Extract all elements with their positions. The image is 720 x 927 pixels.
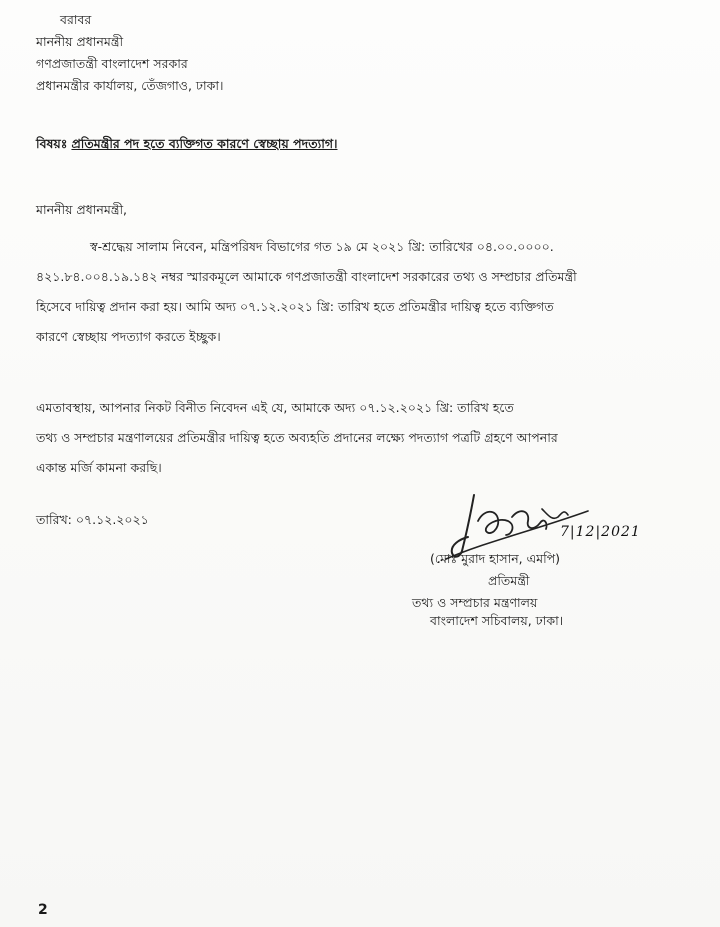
subject-label: বিষয়ঃ <box>36 136 68 151</box>
paragraph-1-line: ৪২১.৮৪.০০৪.১৯.১৪২ নম্বর স্মারকমূলে আমাকে গণপ্রজাতন্ত্রী বাংলাদেশ সরকারের তথ্য ও সম্প্রচার প্রতিমন্ত্রী <box>36 269 577 284</box>
subject-line <box>36 136 338 151</box>
body-paragraph-2 <box>36 393 676 483</box>
signature-date: 7|12|2021 <box>560 524 641 540</box>
page-number: 2 <box>38 902 48 918</box>
body-paragraph-1 <box>36 232 676 352</box>
paragraph-2-line: তথ্য ও সম্প্রচার মন্ত্রণালয়ের প্রতিমন্ত্রীর দায়িত্ব হতে অব্যহতি প্রদানের লক্ষ্যে পদত্যাগ পত্রটি গ্রহণে আপনার <box>36 430 558 445</box>
signatory-name: (মোঃ মুরাদ হাসান, এমপি) <box>430 551 561 566</box>
address-line-2: গণপ্রজাতন্ত্রী বাংলাদেশ সরকার <box>36 56 188 71</box>
signature-block <box>412 487 672 632</box>
paragraph-2-line: একান্ত মর্জি কামনা করছি। <box>36 460 162 475</box>
address-line-1: মাননীয় প্রধানমন্ত্রী <box>36 34 124 49</box>
paragraph-1-line: হিসেবে দায়িত্ব প্রদান করা হয়। আমি অদ্য ০৭.১২.২০২১ খ্রি: তারিখ হতে প্রতিমন্ত্রীর দায়িত্ব হতে ব্যক্তিগত <box>36 299 554 314</box>
paragraph-1-line: কারণে স্বেচ্ছায় পদত্যাগ করতে ইচ্ছুক। <box>36 329 221 344</box>
paragraph-1-line: স্ব-শ্রদ্ধেয় সালাম নিবেন, মন্ত্রিপরিষদ বিভাগের গত ১৯ মে ২০২১ খ্রি: তারিখের ০৪.০০.০০০০. <box>90 239 554 254</box>
paragraph-2-line: এমতাবস্থায়, আপনার নিকট বিনীত নিবেদন এই যে, আমাকে অদ্য ০৭.১২.২০২১ খ্রি: তারিখ হতে <box>36 400 514 415</box>
signatory-title: প্রতিমন্ত্রী <box>488 573 530 588</box>
address-line-3: প্রধানমন্ত্রীর কার্যালয়, তেঁজগাও, ঢাকা। <box>36 78 224 93</box>
letter-date: তারিখ: ০৭.১২.২০২১ <box>36 512 149 527</box>
subject-text: প্রতিমন্ত্রীর পদ হতে ব্যক্তিগত কারণে স্বেচ্ছায় পদত্যাগ। <box>71 136 338 151</box>
address-to: বরাবর <box>60 12 92 27</box>
signatory-ministry: তথ্য ও সম্প্রচার মন্ত্রণালয় <box>412 595 538 610</box>
signatory-office: বাংলাদেশ সচিবালয়, ঢাকা। <box>430 613 564 628</box>
salutation: মাননীয় প্রধানমন্ত্রী, <box>36 202 127 217</box>
